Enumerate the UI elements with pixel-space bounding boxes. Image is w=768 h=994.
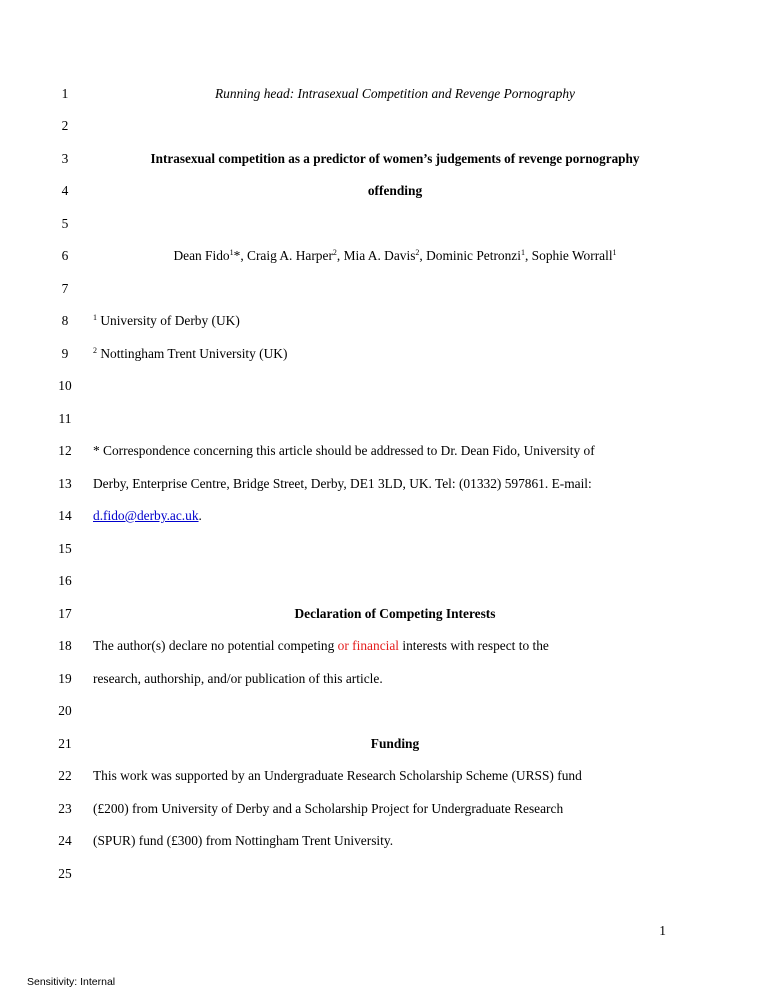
line-number: 14 <box>58 508 72 523</box>
competing-interests-line-1 <box>93 638 549 654</box>
correspondence-line-1: * Correspondence concerning this article should be addressed to Dr. Dean Fido, University of <box>93 443 595 458</box>
line-number: 2 <box>61 118 69 133</box>
affiliation-number: 2 <box>93 346 97 355</box>
funding-heading: Funding <box>370 736 420 751</box>
line-number: 3 <box>61 151 69 166</box>
affiliation-2 <box>93 346 287 362</box>
line-number: 18 <box>58 638 72 653</box>
paper-title-line-1: Intrasexual competition as a predictor of women’s judgements of revenge pornography <box>150 151 640 166</box>
affiliation-marker: 1 <box>612 248 617 257</box>
email-period: . <box>198 508 202 523</box>
author-name: Dominic Petronzi <box>426 248 521 263</box>
line-number: 1 <box>61 86 69 101</box>
line-number: 15 <box>58 541 72 556</box>
funding-line-2: (£200) from University of Derby and a Scholarship Project for Undergraduate Research <box>93 801 564 816</box>
sensitivity-label: Sensitivity: Internal <box>27 976 116 988</box>
line-number: 11 <box>58 411 72 426</box>
line-number: 7 <box>61 281 69 296</box>
author-name: Sophie Worrall <box>531 248 613 263</box>
author-name: Mia A. Davis <box>343 248 416 263</box>
author-list <box>90 248 700 264</box>
author-separator: , <box>336 248 344 263</box>
competing-text: interests with respect to the <box>399 638 549 653</box>
competing-interests-line-2: research, authorship, and/or publication of this article. <box>93 671 383 686</box>
line-number: 16 <box>58 573 72 588</box>
author-name: Craig A. Harper <box>247 248 333 263</box>
correspondence-line-2: Derby, Enterprise Centre, Bridge Street, Derby, DE1 3LD, UK. Tel: (01332) 597861. E-mail: <box>93 476 592 491</box>
affiliation-marker: 2 <box>415 248 420 257</box>
line-number: 12 <box>58 443 72 458</box>
affiliation-marker: 1 <box>229 248 234 257</box>
funding-line-1: This work was supported by an Undergraduate Research Scholarship Scheme (URSS) fund <box>93 768 582 783</box>
affiliation-number: 1 <box>93 313 97 322</box>
affiliation-text: University of Derby (UK) <box>97 313 240 328</box>
affiliation-marker: 2 <box>332 248 337 257</box>
page-number: 1 <box>659 923 666 938</box>
author-name: Dean Fido <box>173 248 230 263</box>
revised-text: or financial <box>337 638 400 653</box>
line-number: 24 <box>58 833 72 848</box>
affiliation-text: Nottingham Trent University (UK) <box>97 346 288 361</box>
line-number: 23 <box>58 801 72 816</box>
author-separator: , <box>524 248 532 263</box>
line-number: 10 <box>58 378 72 393</box>
line-number: 9 <box>61 346 69 361</box>
line-number: 5 <box>61 216 69 231</box>
line-number: 20 <box>58 703 72 718</box>
line-number: 17 <box>58 606 72 621</box>
funding-line-3: (SPUR) fund (£300) from Nottingham Trent University. <box>93 833 394 848</box>
paper-title-line-2: offending <box>367 183 423 198</box>
line-number: 6 <box>61 248 69 263</box>
line-number: 19 <box>58 671 72 686</box>
line-number: 4 <box>61 183 69 198</box>
competing-interests-heading: Declaration of Competing Interests <box>294 606 496 621</box>
correspondence-line-3 <box>93 508 202 524</box>
author-separator: , <box>419 248 427 263</box>
line-number: 21 <box>58 736 72 751</box>
line-number: 25 <box>58 866 72 881</box>
affiliation-1 <box>93 313 240 329</box>
line-number: 8 <box>61 313 69 328</box>
line-number: 22 <box>58 768 72 783</box>
running-head: Running head: Intrasexual Competition and Revenge Pornography <box>215 86 575 101</box>
affiliation-marker: 1 <box>520 248 525 257</box>
competing-text: The author(s) declare no potential competing <box>93 638 338 653</box>
line-number: 13 <box>58 476 72 491</box>
author-separator: *, <box>233 248 248 263</box>
email-link[interactable]: d.fido@derby.ac.uk <box>93 508 199 523</box>
